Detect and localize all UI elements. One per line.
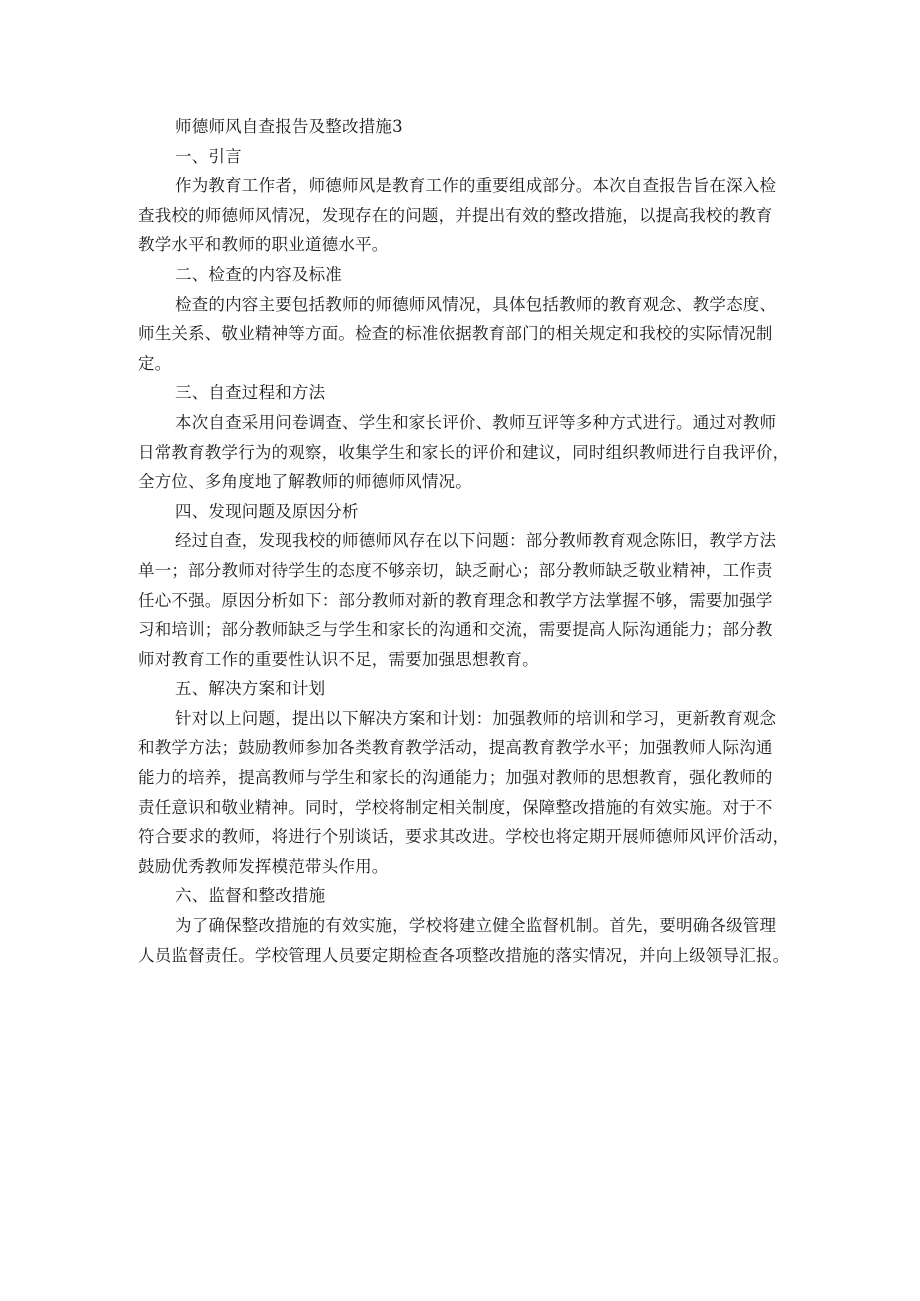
section-supervision-measures — [138, 881, 798, 970]
paragraph-line: 鼓励优秀教师发挥模范带头作用。 — [138, 856, 389, 876]
paragraph-line: 作为教育工作者，师德师风是教育工作的重要组成部分。本次自查报告旨在深入检 — [175, 176, 777, 196]
paragraph-line: 习和培训；部分教师缺乏与学生和家长的沟通和交流，需要提高人际沟通能力；部分教 — [138, 620, 773, 640]
document-page — [138, 112, 798, 970]
paragraph-line: 全方位、多角度地了解教师的师德师风情况。 — [138, 472, 472, 492]
section-problems-analysis — [138, 497, 798, 675]
paragraph-line: 本次自查采用问卷调查、学生和家长评价、教师互评等多种方式进行。通过对教师 — [175, 412, 777, 432]
paragraph-line: 单一；部分教师对待学生的态度不够亲切，缺乏耐心；部分教师缺乏敬业精神，工作责 — [138, 560, 773, 580]
section-heading: 一、引言 — [175, 146, 242, 166]
paragraph-line: 为了确保整改措施的有效实施，学校将建立健全监督机制。首先，要明确各级管理 — [175, 916, 777, 936]
section-heading: 三、自查过程和方法 — [175, 383, 326, 403]
paragraph-line: 针对以上问题，提出以下解决方案和计划：加强教师的培训和学习，更新教育观念 — [175, 708, 777, 728]
paragraph-line: 日常教育教学行为的观察，收集学生和家长的评价和建议，同时组织教师进行自我评价， — [138, 442, 790, 462]
section-heading: 六、监督和整改措施 — [175, 886, 326, 906]
document-title: 师德师风自查报告及整改措施3 — [175, 117, 403, 136]
section-heading: 五、解决方案和计划 — [175, 679, 326, 699]
paragraph-line: 师对教育工作的重要性认识不足，需要加强思想教育。 — [138, 649, 539, 669]
paragraph-line: 和教学方法；鼓励教师参加各类教育教学活动，提高教育教学水平；加强教师人际沟通 — [138, 738, 773, 758]
paragraph-line: 经过自查，发现我校的师德师风存在以下问题：部分教师教育观念陈旧，教学方法 — [175, 531, 777, 551]
paragraph-line: 教学水平和教师的职业道德水平。 — [138, 235, 389, 255]
section-heading: 二、检查的内容及标准 — [175, 264, 342, 284]
section-solutions-plan — [138, 674, 798, 881]
section-heading: 四、发现问题及原因分析 — [175, 501, 359, 521]
paragraph-line: 查我校的师德师风情况，发现存在的问题，并提出有效的整改措施，以提高我校的教育 — [138, 205, 773, 225]
paragraph-line: 检查的内容主要包括教师的师德师风情况，具体包括教师的教育观念、教学态度、 — [175, 294, 777, 314]
paragraph-line: 任心不强。原因分析如下：部分教师对新的教育理念和教学方法掌握不够，需要加强学 — [138, 590, 773, 610]
paragraph-line: 定。 — [138, 353, 172, 373]
section-content-standards — [138, 260, 798, 378]
paragraph-line: 符合要求的教师，将进行个别谈话，要求其改进。学校也将定期开展师德师风评价活动， — [138, 827, 790, 847]
paragraph-line: 人员监督责任。学校管理人员要定期检查各项整改措施的落实情况，并向上级领导汇报。 — [138, 945, 790, 965]
paragraph-line: 师生关系、敬业精神等方面。检查的标准依据教育部门的相关规定和我校的实际情况制 — [138, 324, 773, 344]
section-introduction — [138, 142, 798, 260]
paragraph-line: 能力的培养，提高教师与学生和家长的沟通能力；加强对教师的思想教育，强化教师的 — [138, 768, 773, 788]
paragraph-line: 责任意识和敬业精神。同时，学校将制定相关制度，保障整改措施的有效实施。对于不 — [138, 797, 773, 817]
section-process-methods — [138, 378, 798, 496]
